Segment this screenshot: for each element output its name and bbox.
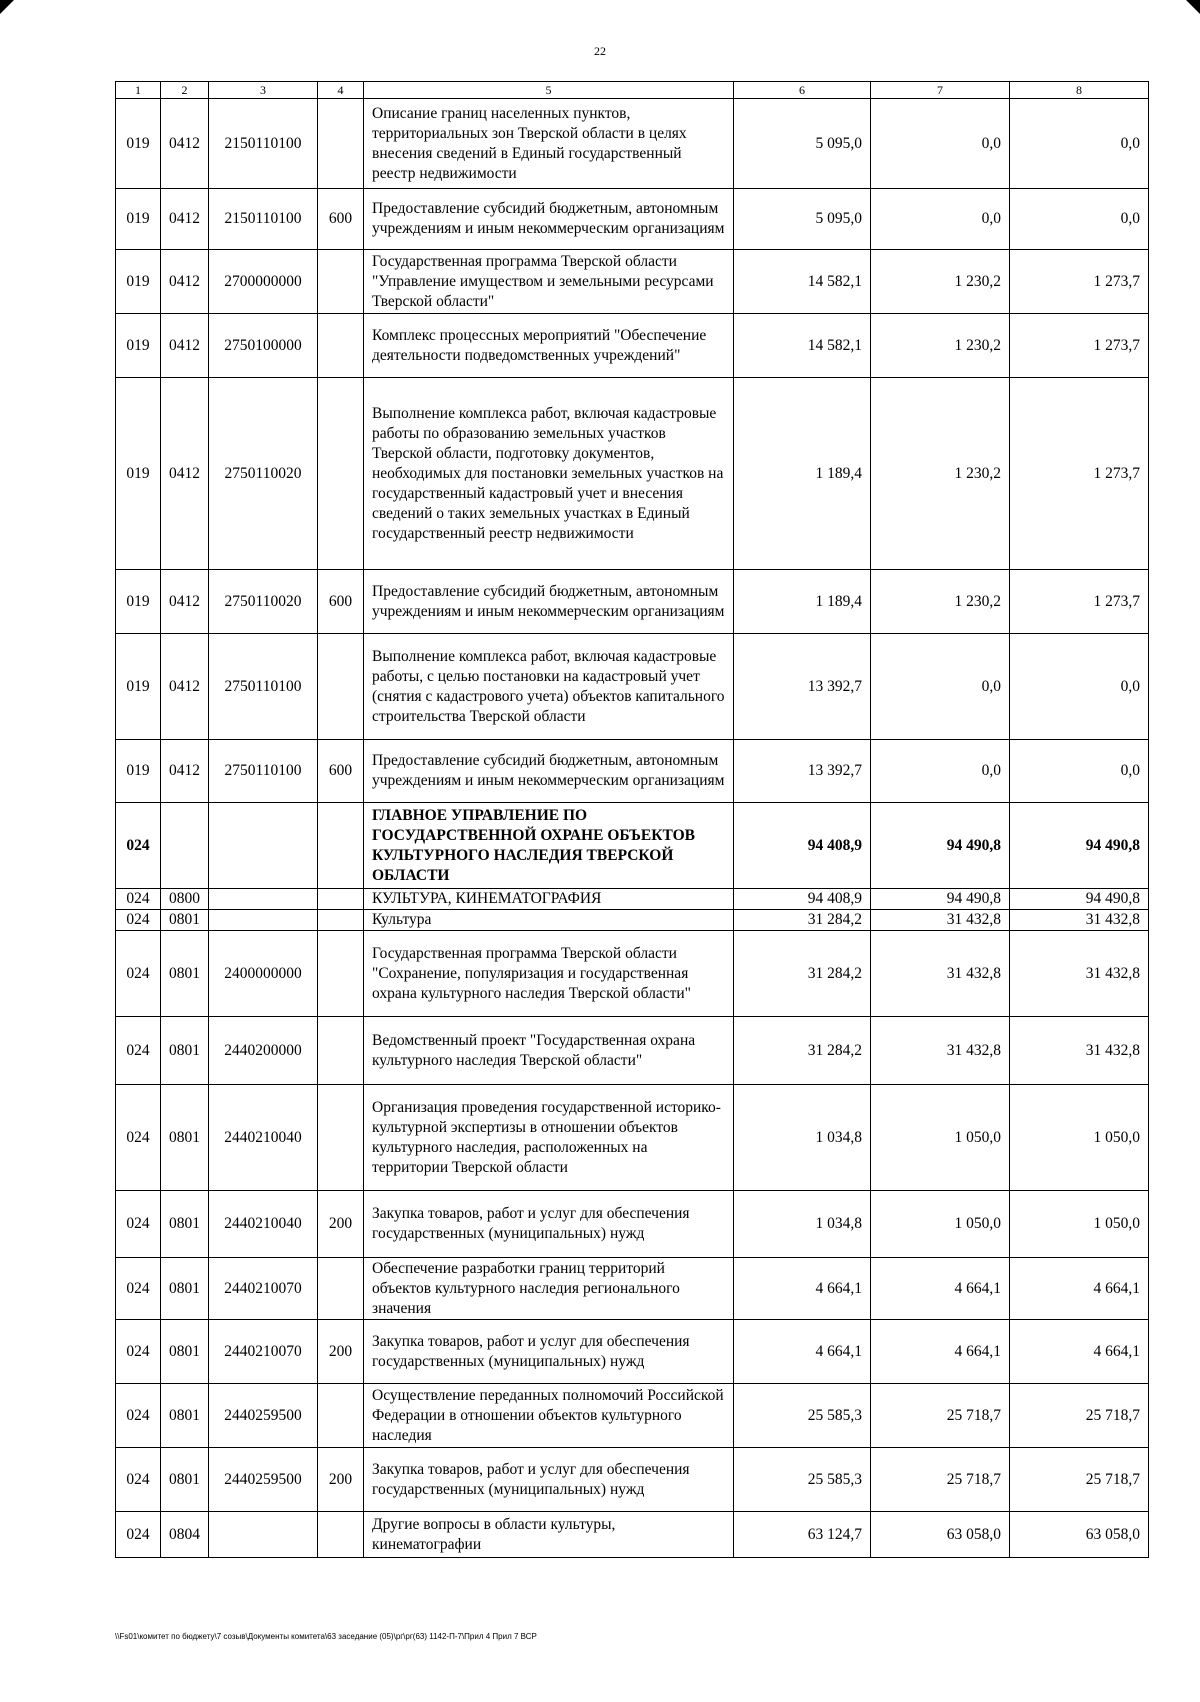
table-row <box>116 378 1149 570</box>
chapter-code-cell: 019 <box>116 378 161 570</box>
section-code-cell: 0801 <box>161 1191 209 1258</box>
description-cell: Обеспечение разработки границ территорий объектов культурного наследия регионального значения <box>364 1258 734 1320</box>
section-code-cell: 0801 <box>161 1448 209 1512</box>
amount-year3-cell: 4 664,1 <box>1010 1258 1149 1320</box>
amount-year2-cell: 0,0 <box>871 189 1010 250</box>
amount-year2-cell: 1 230,2 <box>871 378 1010 570</box>
section-code-cell: 0412 <box>161 314 209 378</box>
amount-year1-cell: 63 124,7 <box>734 1512 871 1558</box>
column-header: 7 <box>871 82 1010 99</box>
column-header: 8 <box>1010 82 1149 99</box>
chapter-code-cell: 019 <box>116 740 161 803</box>
description-cell: Выполнение комплекса работ, включая кадастровые работы по образованию земельных участков Тверской области, подготовку документов, необходимых для постановки земельных участков на государственный кадастровый учет и внесения сведений о таких земельных участках в Единый государственный реестр недвижимости <box>364 378 734 570</box>
chapter-code-cell: 024 <box>116 931 161 1017</box>
description-cell: Комплекс процессных мероприятий "Обеспечение деятельности подведомственных учреждений" <box>364 314 734 378</box>
table-row <box>116 1512 1149 1558</box>
target-article-cell: 2750100000 <box>209 314 318 378</box>
amount-year3-cell: 0,0 <box>1010 189 1149 250</box>
amount-year1-cell: 1 034,8 <box>734 1085 871 1191</box>
description-cell: Организация проведения государственной историко-культурной экспертизы в отношении объектов культурного наследия, расположенных на территории Тверской области <box>364 1085 734 1191</box>
page-number: 22 <box>594 44 606 58</box>
chapter-code-cell: 024 <box>116 1448 161 1512</box>
amount-year3-cell: 25 718,7 <box>1010 1448 1149 1512</box>
amount-year1-cell: 13 392,7 <box>734 634 871 740</box>
amount-year1-cell: 5 095,0 <box>734 99 871 189</box>
section-code-cell: 0412 <box>161 740 209 803</box>
target-article-cell <box>209 910 318 931</box>
target-article-cell: 2150110100 <box>209 189 318 250</box>
description-cell: Выполнение комплекса работ, включая кадастровые работы, с целью постановки на кадастровый учет (снятия с кадастрового учета) объектов капитального строительства Тверской области <box>364 634 734 740</box>
target-article-cell: 2440259500 <box>209 1384 318 1448</box>
amount-year1-cell: 31 284,2 <box>734 1017 871 1085</box>
description-cell: КУЛЬТУРА, КИНЕМАТОГРАФИЯ <box>364 889 734 910</box>
section-code-cell: 0412 <box>161 570 209 634</box>
column-header: 3 <box>209 82 318 99</box>
amount-year2-cell: 25 718,7 <box>871 1384 1010 1448</box>
expense-type-cell <box>318 931 364 1017</box>
section-code-cell: 0801 <box>161 1320 209 1384</box>
column-header: 1 <box>116 82 161 99</box>
description-cell: Осуществление переданных полномочий Российской Федерации в отношении объектов культурного наследия <box>364 1384 734 1448</box>
target-article-cell: 2750110020 <box>209 570 318 634</box>
description-cell: Государственная программа Тверской области "Сохранение, популяризация и государственная охрана культурного наследия Тверской области" <box>364 931 734 1017</box>
amount-year3-cell: 94 490,8 <box>1010 889 1149 910</box>
amount-year1-cell: 5 095,0 <box>734 189 871 250</box>
target-article-cell: 2750110100 <box>209 634 318 740</box>
expense-type-cell <box>318 1384 364 1448</box>
expense-type-cell <box>318 1017 364 1085</box>
scan-corner-mark-right <box>1186 0 1200 14</box>
amount-year2-cell: 1 050,0 <box>871 1085 1010 1191</box>
column-header: 4 <box>318 82 364 99</box>
amount-year2-cell: 94 490,8 <box>871 889 1010 910</box>
table-row <box>116 1017 1149 1085</box>
table-row <box>116 740 1149 803</box>
target-article-cell: 2440210040 <box>209 1191 318 1258</box>
section-code-cell: 0801 <box>161 1384 209 1448</box>
target-article-cell: 2440210070 <box>209 1258 318 1320</box>
amount-year3-cell: 1 050,0 <box>1010 1191 1149 1258</box>
amount-year1-cell: 1 034,8 <box>734 1191 871 1258</box>
table-row <box>116 1320 1149 1384</box>
table-row <box>116 931 1149 1017</box>
amount-year2-cell: 31 432,8 <box>871 910 1010 931</box>
section-code-cell: 0801 <box>161 910 209 931</box>
section-code-cell: 0801 <box>161 1258 209 1320</box>
section-code-cell: 0801 <box>161 931 209 1017</box>
expense-type-cell <box>318 378 364 570</box>
amount-year2-cell: 0,0 <box>871 99 1010 189</box>
table-row <box>116 910 1149 931</box>
amount-year2-cell: 1 230,2 <box>871 250 1010 314</box>
expense-type-cell <box>318 910 364 931</box>
expense-type-cell <box>318 634 364 740</box>
amount-year2-cell: 1 050,0 <box>871 1191 1010 1258</box>
table-row <box>116 1258 1149 1320</box>
expense-type-cell: 600 <box>318 189 364 250</box>
amount-year1-cell: 1 189,4 <box>734 570 871 634</box>
description-cell: Закупка товаров, работ и услуг для обеспечения государственных (муниципальных) нужд <box>364 1191 734 1258</box>
description-cell: Закупка товаров, работ и услуг для обеспечения государственных (муниципальных) нужд <box>364 1320 734 1384</box>
target-article-cell <box>209 803 318 889</box>
target-article-cell: 2400000000 <box>209 931 318 1017</box>
description-cell: Другие вопросы в области культуры, кинематографии <box>364 1512 734 1558</box>
expense-type-cell <box>318 314 364 378</box>
amount-year3-cell: 1 273,7 <box>1010 570 1149 634</box>
amount-year2-cell: 4 664,1 <box>871 1320 1010 1384</box>
column-header: 5 <box>364 82 734 99</box>
expense-type-cell: 600 <box>318 570 364 634</box>
description-cell: Культура <box>364 910 734 931</box>
target-article-cell: 2440210040 <box>209 1085 318 1191</box>
expense-type-cell <box>318 803 364 889</box>
table-row <box>116 1448 1149 1512</box>
amount-year1-cell: 94 408,9 <box>734 889 871 910</box>
chapter-code-cell: 019 <box>116 99 161 189</box>
column-header: 6 <box>734 82 871 99</box>
target-article-cell: 2750110020 <box>209 378 318 570</box>
amount-year1-cell: 14 582,1 <box>734 250 871 314</box>
description-cell: Предоставление субсидий бюджетным, автономным учреждениям и иным некоммерческим организациям <box>364 189 734 250</box>
section-code-cell: 0412 <box>161 189 209 250</box>
chapter-code-cell: 019 <box>116 189 161 250</box>
amount-year3-cell: 94 490,8 <box>1010 803 1149 889</box>
expense-type-cell <box>318 1512 364 1558</box>
target-article-cell: 2440200000 <box>209 1017 318 1085</box>
column-header: 2 <box>161 82 209 99</box>
budget-table <box>115 81 1149 1558</box>
section-code-cell: 0412 <box>161 99 209 189</box>
expense-type-cell: 200 <box>318 1448 364 1512</box>
scan-corner-mark-left <box>0 0 14 14</box>
table-row <box>116 570 1149 634</box>
table-row <box>116 1191 1149 1258</box>
amount-year2-cell: 31 432,8 <box>871 931 1010 1017</box>
section-code-cell: 0412 <box>161 250 209 314</box>
chapter-code-cell: 024 <box>116 1320 161 1384</box>
amount-year3-cell: 25 718,7 <box>1010 1384 1149 1448</box>
table-row <box>116 1085 1149 1191</box>
chapter-code-cell: 024 <box>116 1384 161 1448</box>
amount-year3-cell: 31 432,8 <box>1010 931 1149 1017</box>
amount-year1-cell: 4 664,1 <box>734 1320 871 1384</box>
amount-year3-cell: 1 273,7 <box>1010 378 1149 570</box>
column-number-header-row <box>116 82 1149 99</box>
chapter-code-cell: 024 <box>116 889 161 910</box>
amount-year3-cell: 0,0 <box>1010 99 1149 189</box>
expense-type-cell: 200 <box>318 1320 364 1384</box>
amount-year3-cell: 0,0 <box>1010 740 1149 803</box>
expense-type-cell <box>318 99 364 189</box>
chapter-code-cell: 024 <box>116 1191 161 1258</box>
chapter-code-cell: 024 <box>116 803 161 889</box>
amount-year2-cell: 1 230,2 <box>871 570 1010 634</box>
chapter-code-cell: 024 <box>116 1017 161 1085</box>
amount-year2-cell: 31 432,8 <box>871 1017 1010 1085</box>
amount-year2-cell: 63 058,0 <box>871 1512 1010 1558</box>
target-article-cell <box>209 1512 318 1558</box>
amount-year2-cell: 0,0 <box>871 634 1010 740</box>
amount-year1-cell: 31 284,2 <box>734 910 871 931</box>
section-code-cell: 0412 <box>161 634 209 740</box>
section-code-cell: 0412 <box>161 378 209 570</box>
description-cell: Предоставление субсидий бюджетным, автономным учреждениям и иным некоммерческим организациям <box>364 570 734 634</box>
table-row <box>116 889 1149 910</box>
section-code-cell: 0801 <box>161 1017 209 1085</box>
expense-type-cell: 200 <box>318 1191 364 1258</box>
table-row <box>116 803 1149 889</box>
description-cell: Государственная программа Тверской области "Управление имуществом и земельными ресурсами Тверской области" <box>364 250 734 314</box>
expense-type-cell <box>318 250 364 314</box>
amount-year1-cell: 25 585,3 <box>734 1384 871 1448</box>
table-row <box>116 1384 1149 1448</box>
description-cell: Закупка товаров, работ и услуг для обеспечения государственных (муниципальных) нужд <box>364 1448 734 1512</box>
chapter-code-cell: 019 <box>116 570 161 634</box>
amount-year3-cell: 31 432,8 <box>1010 1017 1149 1085</box>
description-cell: Описание границ населенных пунктов, территориальных зон Тверской области в целях внесения сведений в Единый государственный реестр недвижимости <box>364 99 734 189</box>
amount-year3-cell: 4 664,1 <box>1010 1320 1149 1384</box>
target-article-cell: 2440259500 <box>209 1448 318 1512</box>
amount-year3-cell: 1 273,7 <box>1010 250 1149 314</box>
chapter-code-cell: 024 <box>116 1085 161 1191</box>
description-cell: Ведомственный проект "Государственная охрана культурного наследия Тверской области" <box>364 1017 734 1085</box>
amount-year2-cell: 4 664,1 <box>871 1258 1010 1320</box>
chapter-code-cell: 019 <box>116 634 161 740</box>
table-row <box>116 99 1149 189</box>
amount-year1-cell: 31 284,2 <box>734 931 871 1017</box>
table-row <box>116 250 1149 314</box>
amount-year2-cell: 0,0 <box>871 740 1010 803</box>
chapter-code-cell: 024 <box>116 1512 161 1558</box>
expense-type-cell <box>318 1085 364 1191</box>
chapter-code-cell: 024 <box>116 910 161 931</box>
section-code-cell: 0804 <box>161 1512 209 1558</box>
amount-year3-cell: 63 058,0 <box>1010 1512 1149 1558</box>
table-row <box>116 634 1149 740</box>
description-cell: ГЛАВНОЕ УПРАВЛЕНИЕ ПО ГОСУДАРСТВЕННОЙ ОХРАНЕ ОБЪЕКТОВ КУЛЬТУРНОГО НАСЛЕДИЯ ТВЕРСКОЙ ОБЛАСТИ <box>364 803 734 889</box>
amount-year2-cell: 1 230,2 <box>871 314 1010 378</box>
amount-year3-cell: 1 273,7 <box>1010 314 1149 378</box>
amount-year2-cell: 25 718,7 <box>871 1448 1010 1512</box>
target-article-cell: 2150110100 <box>209 99 318 189</box>
target-article-cell: 2700000000 <box>209 250 318 314</box>
chapter-code-cell: 019 <box>116 250 161 314</box>
amount-year3-cell: 0,0 <box>1010 634 1149 740</box>
amount-year1-cell: 25 585,3 <box>734 1448 871 1512</box>
expense-type-cell: 600 <box>318 740 364 803</box>
amount-year2-cell: 94 490,8 <box>871 803 1010 889</box>
file-path-footer: \\Fs01\комитет по бюджету\7 созыв\Документы комитета\63 заседание (05)\рг\рг(63) 1142-П-7\Прил 4 Прил 7 ВСР <box>115 1632 537 1641</box>
table-body <box>116 99 1149 1558</box>
target-article-cell: 2440210070 <box>209 1320 318 1384</box>
chapter-code-cell: 024 <box>116 1258 161 1320</box>
target-article-cell: 2750110100 <box>209 740 318 803</box>
amount-year1-cell: 4 664,1 <box>734 1258 871 1320</box>
target-article-cell <box>209 889 318 910</box>
amount-year1-cell: 1 189,4 <box>734 378 871 570</box>
section-code-cell: 0801 <box>161 1085 209 1191</box>
amount-year1-cell: 13 392,7 <box>734 740 871 803</box>
expense-type-cell <box>318 1258 364 1320</box>
amount-year1-cell: 94 408,9 <box>734 803 871 889</box>
expense-type-cell <box>318 889 364 910</box>
table-row <box>116 314 1149 378</box>
section-code-cell: 0800 <box>161 889 209 910</box>
amount-year3-cell: 1 050,0 <box>1010 1085 1149 1191</box>
amount-year3-cell: 31 432,8 <box>1010 910 1149 931</box>
table-row <box>116 189 1149 250</box>
amount-year1-cell: 14 582,1 <box>734 314 871 378</box>
chapter-code-cell: 019 <box>116 314 161 378</box>
section-code-cell <box>161 803 209 889</box>
description-cell: Предоставление субсидий бюджетным, автономным учреждениям и иным некоммерческим организациям <box>364 740 734 803</box>
